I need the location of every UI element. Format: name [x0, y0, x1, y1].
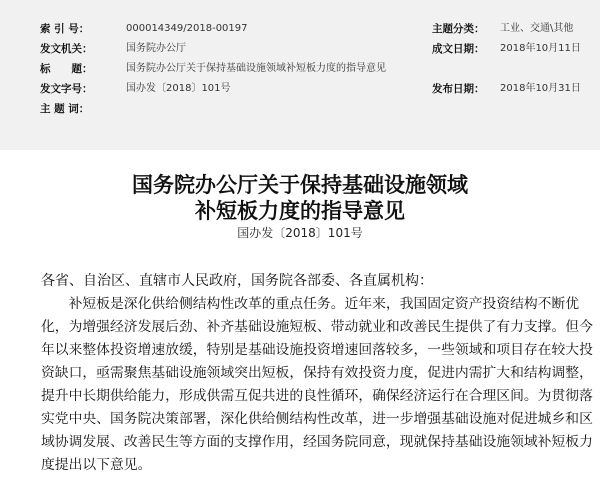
- publish-date-value: 2018年10月31日: [500, 83, 581, 94]
- publish-date-label: 发布日期：: [432, 83, 485, 95]
- index-number-label: 索 引 号：: [40, 23, 90, 35]
- body-line: 资缺口，亟需聚焦基础设施领域突出短板，保持有效投资力度，促进内需扩大和结构调整，: [41, 365, 593, 381]
- index-number-value: 000014349/2018-00197: [126, 23, 248, 34]
- written-date-label: 成文日期：: [432, 43, 485, 55]
- title-label: 标 题：: [40, 63, 93, 75]
- document-number-value: 国办发〔2018〕101号: [126, 83, 231, 94]
- body-line: 年以来整体投资增速放缓，特别是基础设施投资增速回落较多，一些领域和项目存在较大投: [41, 342, 593, 358]
- body-line: 化，为增强经济发展后劲、补齐基础设施短板、带动就业和改善民生提供了有力支撑。但今: [41, 319, 593, 335]
- meta-row-issuer: [0, 39, 600, 59]
- document-title-line-2: 补短板力度的指导意见: [195, 198, 405, 223]
- document-metadata-panel: [0, 0, 600, 150]
- meta-row-docno: [0, 79, 600, 99]
- body-line: 实党中央、国务院决策部署，深化供给侧结构性改革，进一步增强基础设施对促进城乡和区: [41, 411, 593, 427]
- written-date-value: 2018年10月11日: [500, 43, 581, 54]
- category-value: 工业、交通\其他: [500, 23, 574, 34]
- document-title-line-1: 国务院办公厅关于保持基础设施领域: [132, 172, 468, 197]
- meta-row-title: [0, 59, 600, 79]
- title-value: 国务院办公厅关于保持基础设施领域补短板力度的指导意见: [126, 63, 386, 74]
- issuer-value: 国务院办公厅: [126, 43, 186, 54]
- meta-row-subject: [0, 99, 600, 119]
- document-number: 国办发〔2018〕101号: [237, 226, 363, 240]
- category-label: 主题分类：: [432, 23, 485, 35]
- body-line: 域协调发展、改善民生等方面的支撑作用，经国务院同意，现就保持基础设施领域补短板力: [41, 434, 593, 450]
- issuer-label: 发文机关：: [40, 43, 93, 55]
- document-number-label: 发文字号：: [40, 83, 93, 95]
- body-line: 度提出以下意见。: [41, 457, 152, 473]
- meta-row-index: [0, 19, 600, 39]
- body-line: 补短板是深化供给侧结构性改革的重点任务。近年来，我国固定资产投资结构不断优: [41, 296, 580, 312]
- addressee-line: 各省、自治区、直辖市人民政府，国务院各部委、各直属机构：: [41, 273, 433, 289]
- body-line: 提升中长期供给能力，形成供需互促共进的良性循环，确保经济运行在合理区间。为贯彻落: [41, 388, 593, 404]
- subject-words-label: 主 题 词：: [40, 103, 90, 115]
